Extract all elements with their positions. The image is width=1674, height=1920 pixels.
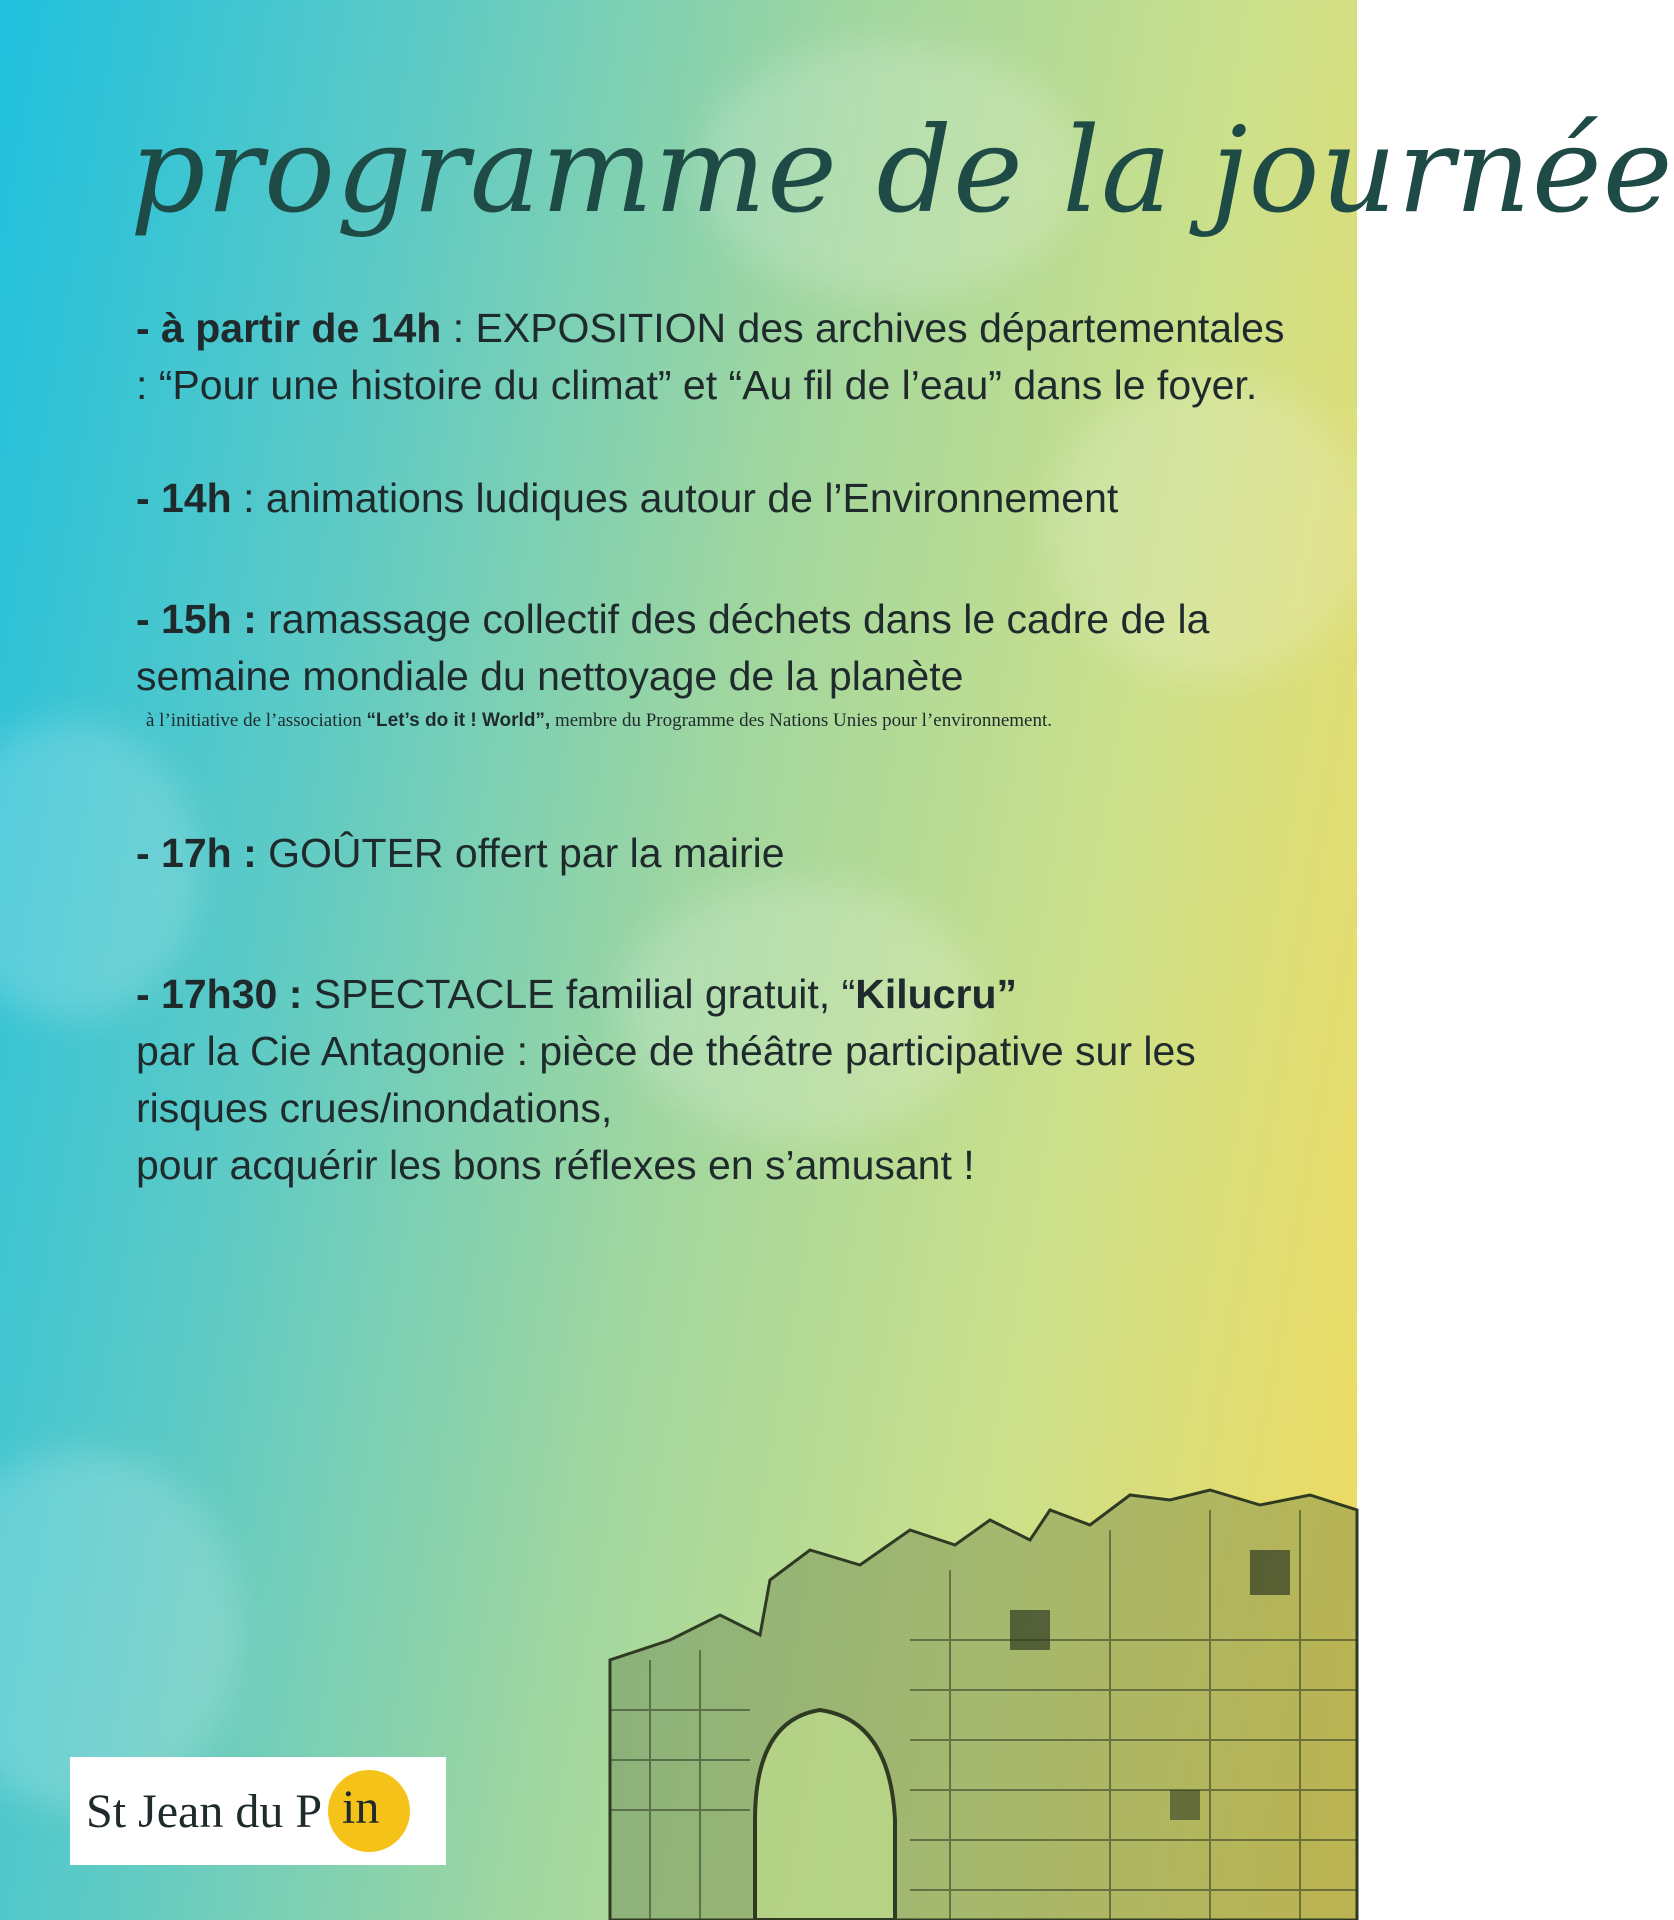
item-text: par la Cie Antagonie : pièce de théâtre participative sur les risques crues/inondations, bbox=[136, 1028, 1196, 1131]
item-text: animations ludiques autour de l’Environnement bbox=[265, 475, 1119, 521]
note-text: membre du Programme des Nations Unies pour l’environnement. bbox=[550, 710, 1053, 731]
programme-item-spectacle bbox=[136, 966, 1286, 1194]
item-separator: : bbox=[231, 475, 266, 521]
spectacle-title: Kilucru” bbox=[855, 971, 1017, 1017]
note-association: “Let’s do it ! World”, bbox=[366, 710, 551, 731]
item-text: ramassage collectif des déchets dans le cadre de la semaine mondiale du nettoyage de la planète bbox=[136, 596, 1210, 699]
item-time: - 15h : bbox=[136, 596, 257, 642]
item-text: SPECTACLE familial gratuit, “ bbox=[302, 971, 856, 1017]
item-time: - 17h : bbox=[136, 830, 257, 876]
item-time: - 17h30 : bbox=[136, 971, 303, 1017]
logo-text: St Jean du P bbox=[86, 1784, 323, 1838]
programme-note bbox=[146, 707, 1266, 735]
item-separator: : bbox=[441, 305, 476, 351]
note-text: à l’initiative de l’association bbox=[146, 710, 367, 731]
programme-item-gouter bbox=[136, 825, 1286, 882]
programme-item-animations bbox=[136, 470, 1286, 527]
programme-item-exposition bbox=[136, 300, 1286, 414]
castle-ruins-illustration bbox=[610, 1490, 1357, 1920]
programme-item-ramassage bbox=[136, 591, 1286, 705]
programme-list bbox=[136, 300, 1286, 1194]
item-text: EXPOSITION des archives départementales : “Pour une histoire du climat” et “Au fil de l’eau” dans le foyer. bbox=[136, 305, 1285, 408]
item-time: - 14h bbox=[136, 475, 232, 521]
item-text: GOÛTER offert par la mairie bbox=[256, 830, 785, 876]
page-title: programme de la journée bbox=[130, 101, 1674, 239]
pine-tree-icon bbox=[328, 1770, 410, 1852]
logo bbox=[70, 1757, 446, 1865]
item-time: - à partir de 14h bbox=[136, 305, 442, 351]
logo-circle-text: in bbox=[342, 1781, 380, 1834]
item-text: pour acquérir les bons réflexes en s’amusant ! bbox=[136, 1142, 975, 1188]
